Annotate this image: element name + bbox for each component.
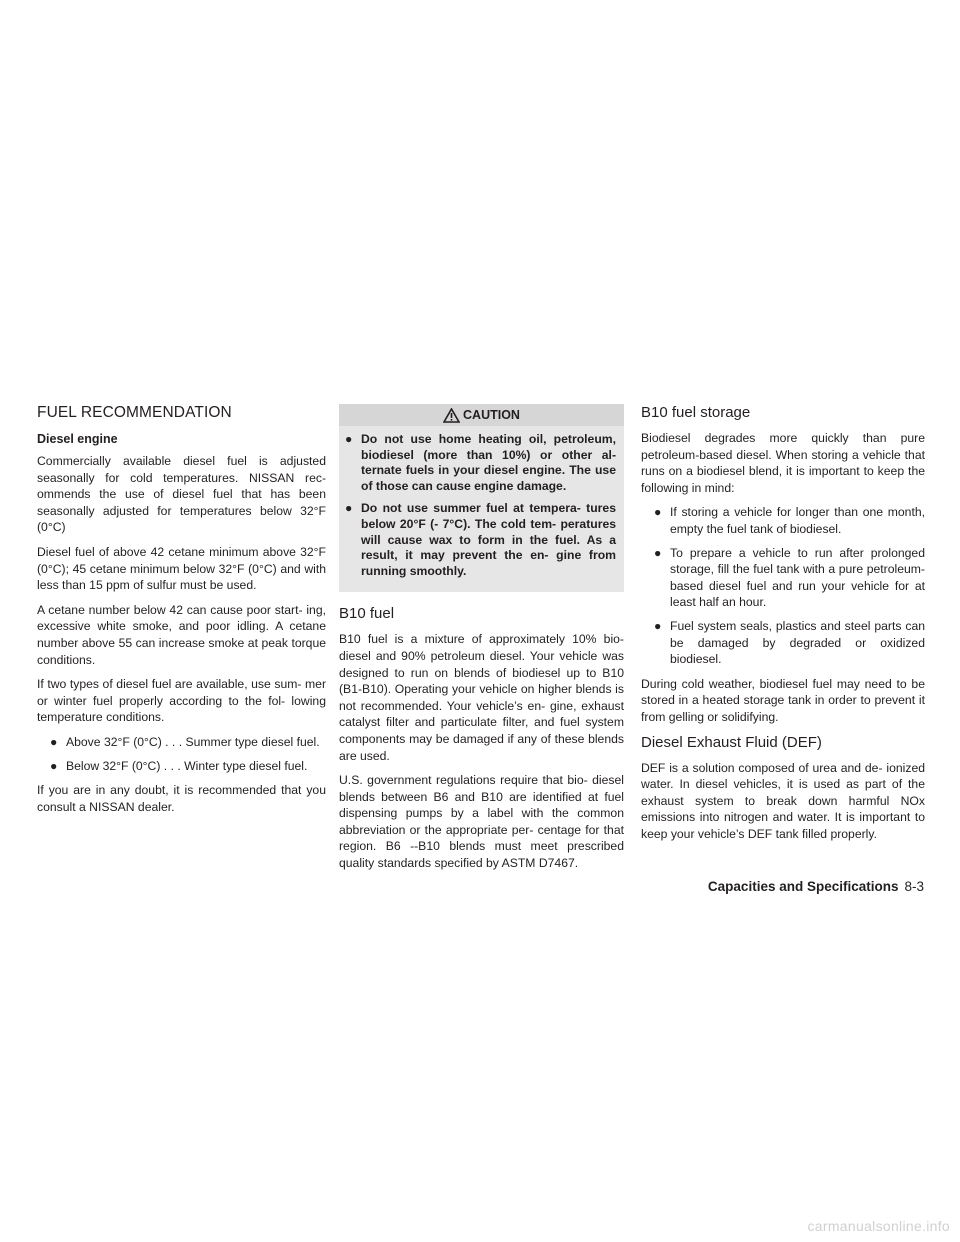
caution-body (339, 426, 624, 592)
caution-text: Do not use summer fuel at tempera- tures below 20°F (- 7°C). The cold tem- peratures will cause wax to form in the fuel. As a result, it may prevent the en- gine from running smoothly. (361, 501, 616, 578)
paragraph-cetane-minimum: Diesel fuel of above 42 cetane minimum above 32°F (0°C); 45 cetane minimum below 32°F (0°C) and with less than 15 ppm of sulfur must be used. (37, 544, 326, 593)
paragraph-cold-weather: During cold weather, biodiesel fuel may need to be stored in a heated storage tank in order to prevent it from gelling or solidifying. (641, 676, 925, 724)
paragraph-fuel-types: If two types of diesel fuel are available, use sum- mer or winter fuel properly according to the fol- lowing temperature conditions. (37, 677, 326, 725)
caution-header (339, 404, 624, 426)
paragraph-biodiesel-degrades: Biodiesel degrades more quickly than pure petroleum-based diesel. When storing a vehicle that runs on a biodiesel blend, it is important to keep the following in mind: (641, 431, 925, 495)
caution-item (345, 501, 616, 579)
bullet-icon: ● (345, 501, 353, 516)
column-left (37, 404, 326, 823)
heading-b10-fuel: B10 fuel (339, 605, 395, 623)
bullet-text: Below 32°F (0°C) . . . Winter type diesel fuel. (66, 758, 308, 773)
caution-text: Do not use home heating oil, petroleum, biodiesel (more than 10%) or other al- ternate fuels in your diesel engine. The use of those can cause engine damage. (361, 432, 616, 493)
bullet-icon: ● (654, 505, 662, 520)
caution-title: CAUTION (463, 408, 520, 422)
watermark: carmanualsonline.info (807, 1218, 950, 1234)
section-heading-fuel-recommendation: FUEL RECOMMENDATION (37, 404, 232, 421)
list-item (654, 504, 925, 537)
caution-box (339, 404, 624, 592)
paragraph-b10-regulations: U.S. government regulations require that bio- diesel blends between B6 and B10 are identified at fuel dispensing pumps by a label with the common abbreviation or the appropriate per- centage for that region. B6 --B10 blends must meet prescribed quality standards specified by ASTM D7467. (339, 773, 624, 871)
bullet-icon: ● (50, 734, 58, 749)
subheading-diesel-engine: Diesel engine (37, 432, 118, 446)
list-item (50, 734, 326, 751)
bullet-icon: ● (654, 618, 662, 633)
bullet-text: If storing a vehicle for longer than one month, empty the fuel tank of biodiesel. (670, 505, 925, 536)
temperature-bullet-list (37, 734, 326, 774)
paragraph-consult-dealer: If you are in any doubt, it is recommended that you consult a NISSAN dealer. (37, 783, 326, 814)
storage-bullet-list (641, 504, 925, 667)
bullet-text: Above 32°F (0°C) . . . Summer type diesel fuel. (66, 734, 320, 749)
list-item (50, 758, 326, 775)
column-right (641, 404, 925, 850)
bullet-text: To prepare a vehicle to run after prolonged storage, fill the fuel tank with a pure petroleum-based diesel fuel and run your vehicle for at least half an hour. (670, 545, 925, 610)
heading-b10-storage: B10 fuel storage (641, 404, 751, 421)
list-item (654, 618, 925, 668)
paragraph-cetane-effects: A cetane number below 42 can cause poor start- ing, excessive white smoke, and poor idling. A cetane number above 55 can increase smoke at peak torque conditions. (37, 602, 326, 667)
paragraph-b10-mixture: B10 fuel is a mixture of approximately 10% bio- diesel and 90% petroleum diesel. Your vehicle was designed to run on blends of biodiesel up to B10 (B1-B10). Operating your vehicle on higher blends is not recommended. Your vehicle’s en- gine, exhaust catalyst filter and particulate filter, and fuel system components may be damaged if any of these blends are used. (339, 632, 624, 763)
page-footer (0, 879, 924, 894)
heading-def: Diesel Exhaust Fluid (DEF) (641, 733, 822, 751)
bullet-text: Fuel system seals, plastics and steel parts can be damaged by degraded or oxidized biodiesel. (670, 618, 925, 667)
column-middle (339, 404, 624, 880)
footer-section-title: Capacities and Specifications (707, 879, 899, 894)
paragraph-seasonal-fuel: Commercially available diesel fuel is adjusted seasonally for cold temperatures. NISSAN rec- ommends the use of diesel fuel that has been seasonally adjusted for temperatures below 32°F (0°C) (37, 454, 326, 535)
warning-triangle-icon (443, 408, 460, 423)
bullet-icon: ● (654, 545, 662, 560)
caution-item (345, 432, 616, 494)
list-item (654, 545, 925, 611)
bullet-icon: ● (50, 758, 58, 773)
bullet-icon: ● (345, 432, 353, 446)
page-number: 8-3 (904, 879, 924, 894)
paragraph-def: DEF is a solution composed of urea and de- ionized water. In diesel vehicles, it is used as part of the exhaust system to break down harmful NOx emissions into nitrogen and water. It is important to keep your vehicle’s DEF tank filled properly. (641, 760, 925, 841)
